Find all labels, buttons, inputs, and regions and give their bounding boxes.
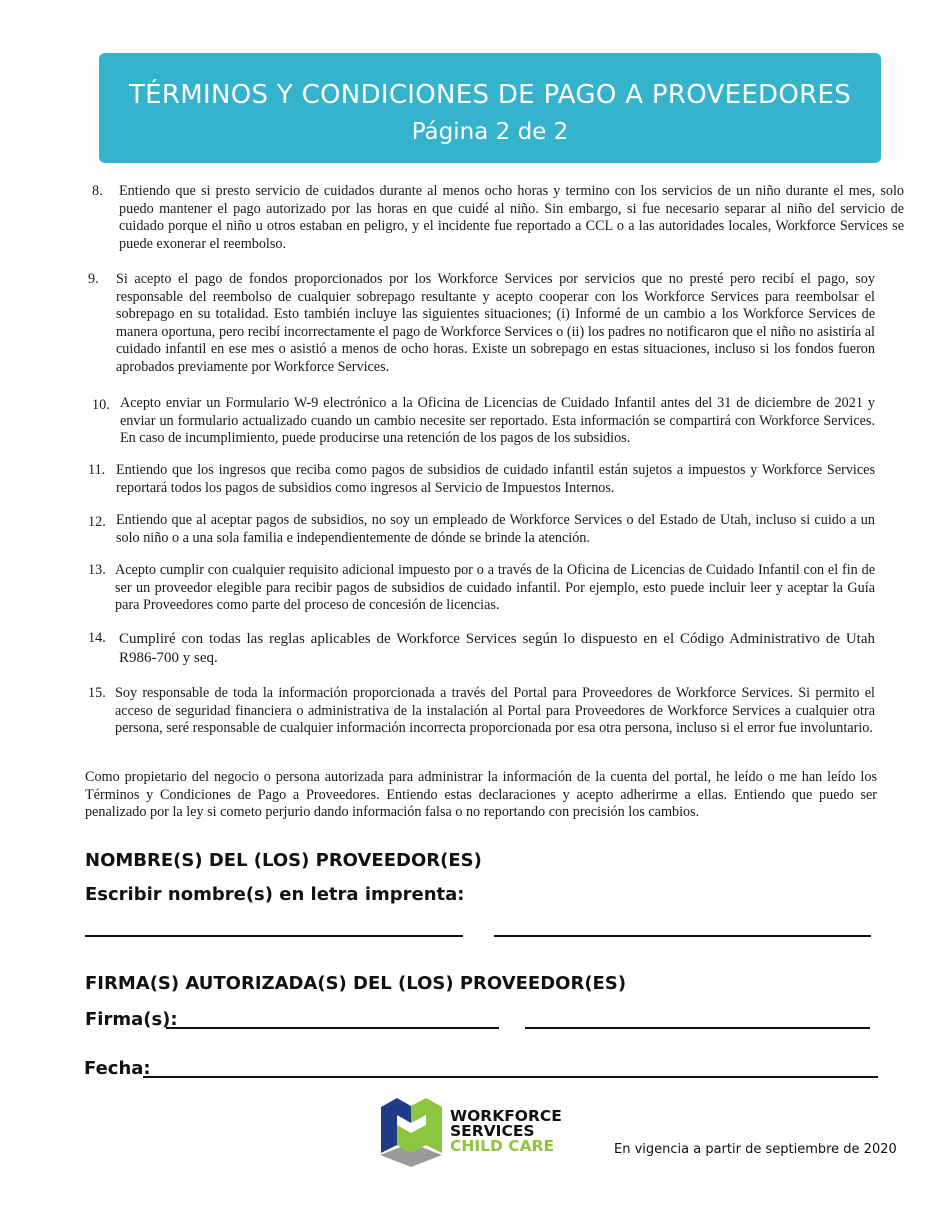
- print-name-line-2[interactable]: [494, 935, 871, 937]
- term-text: Cumpliré con todas las reglas aplicables de Workforce Services según lo dispuesto en el Código Administrativo de Utah R986-700 y seq.: [119, 631, 875, 666]
- term-number: 9.: [88, 271, 99, 287]
- term-number: 10.: [92, 397, 110, 413]
- term-number: 11.: [88, 462, 106, 478]
- print-names-label: Escribir nombre(s) en letra imprenta:: [85, 884, 465, 905]
- term-text: Si acepto el pago de fondos proporcionados por los Workforce Services por servicios que no presté pero recibí el pago, soy responsable del reembolso de cualquier sobrepago resultante y acepto cooperar con los Workforce Services para reembolsar el sobrepago en su totalidad. Esto también incluye las siguientes situaciones; (i) Informé de un cambio a los Workforce Services de manera oportuna, pero recibí incorrectamente el pago de Workforce Services o (ii) los padres no notificaron que el niño no asistiría al cuidado infantil en ese mes o asistió a menos de ocho horas. Existe un sobrepago en estas situaciones, incluso si los fondos fueron aprobados previamente por Workforce Services.: [116, 271, 875, 375]
- declaration-paragraph: Como propietario del negocio o persona autorizada para administrar la información de la cuenta del portal, he leído o me han leído los Términos y Condiciones de Pago a Proveedores. Entiendo estas declaraciones y acepto adherirme a ellas. Entiendo que puedo ser penalizado por la ley si cometo perjurio dando información falsa o no reportando con precisión los cambios.: [85, 769, 877, 821]
- term-number: 8.: [92, 183, 103, 199]
- document-title: TÉRMINOS Y CONDICIONES DE PAGO A PROVEEDORES: [128, 80, 852, 110]
- page-header-banner: [99, 53, 881, 163]
- logo-line-services: SERVICES: [450, 1122, 535, 1140]
- logo-line-child-care: CHILD CARE: [450, 1137, 555, 1155]
- term-text: Entiendo que si presto servicio de cuidados durante al menos ocho horas y termino con los servicios de un niño durante el mes, solo puedo mantener el pago autorizado por las horas en que cuidé al niño. Sin embargo, si fue necesario separar al niño del servicio de cuidado porque el niño u otros estaban en peligro, y el incidente fue reportado a CCL o a las autoridades locales, Workforce Services se puede exonerar el reembolso.: [119, 183, 904, 252]
- term-text: Acepto enviar un Formulario W-9 electrónico a la Oficina de Licencias de Cuidado Infantil antes del 31 de diciembre de 2021 y enviar un formulario actualizado cuando un cambio necesite ser reportado. Esta información se compartirá con Workforce Services. En caso de incumplimiento, puede producirse una retención de los pagos de los subsidios.: [120, 395, 875, 447]
- date-label: Fecha:: [84, 1058, 151, 1079]
- term-number: 15.: [88, 685, 106, 701]
- signature-line-2[interactable]: [525, 1027, 870, 1029]
- workforce-services-logo-icon: [376, 1093, 446, 1169]
- term-text: Acepto cumplir con cualquier requisito adicional impuesto por o a través de la Oficina de Licencias de Cuidado Infantil con el fin de ser un proveedor elegible para recibir pagos de subsidios de cuidado infantil. Por ejemplo, esto puede incluir leer y aceptar la Guía para Proveedores como parte del proceso de concesión de licencias.: [115, 562, 875, 614]
- term-text: Soy responsable de toda la información proporcionada a través del Portal para Proveedores de Workforce Services. Si permito el acceso de seguridad financiera o administrativa de la instalación al Portal para Proveedores de Workforce Services a cualquier otra persona, seré responsable de cualquier información incorrecta proporcionada por esa otra persona, incluso si el error fue involuntario.: [115, 685, 875, 737]
- signature-line-1[interactable]: [166, 1027, 499, 1029]
- print-name-line-1[interactable]: [85, 935, 463, 937]
- term-number: 12.: [88, 514, 106, 530]
- term-text: Entiendo que los ingresos que reciba como pagos de subsidios de cuidado infantil están sujetos a impuestos y Workforce Services reportará todos los pagos de subsidios como ingresos al Servicio de Impuestos Internos.: [116, 462, 875, 496]
- term-text: Entiendo que al aceptar pagos de subsidios, no soy un empleado de Workforce Services o del Estado de Utah, incluso si cuido a un solo niño o a una sola familia e independientemente de dónde se brinde la atención.: [116, 512, 875, 546]
- page-indicator: Página 2 de 2: [411, 119, 569, 145]
- provider-names-heading: NOMBRE(S) DEL (LOS) PROVEEDOR(ES): [85, 850, 482, 871]
- effective-date-note: En vigencia a partir de septiembre de 2020: [614, 1142, 897, 1157]
- term-number: 13.: [88, 562, 106, 578]
- signature-label: Firma(s):: [85, 1009, 178, 1030]
- date-line[interactable]: [143, 1076, 878, 1078]
- logo-line-workforce: WORKFORCE: [450, 1107, 562, 1125]
- term-number: 14.: [88, 630, 106, 646]
- authorized-signatures-heading: FIRMA(S) AUTORIZADA(S) DEL (LOS) PROVEEDOR(ES): [85, 973, 627, 994]
